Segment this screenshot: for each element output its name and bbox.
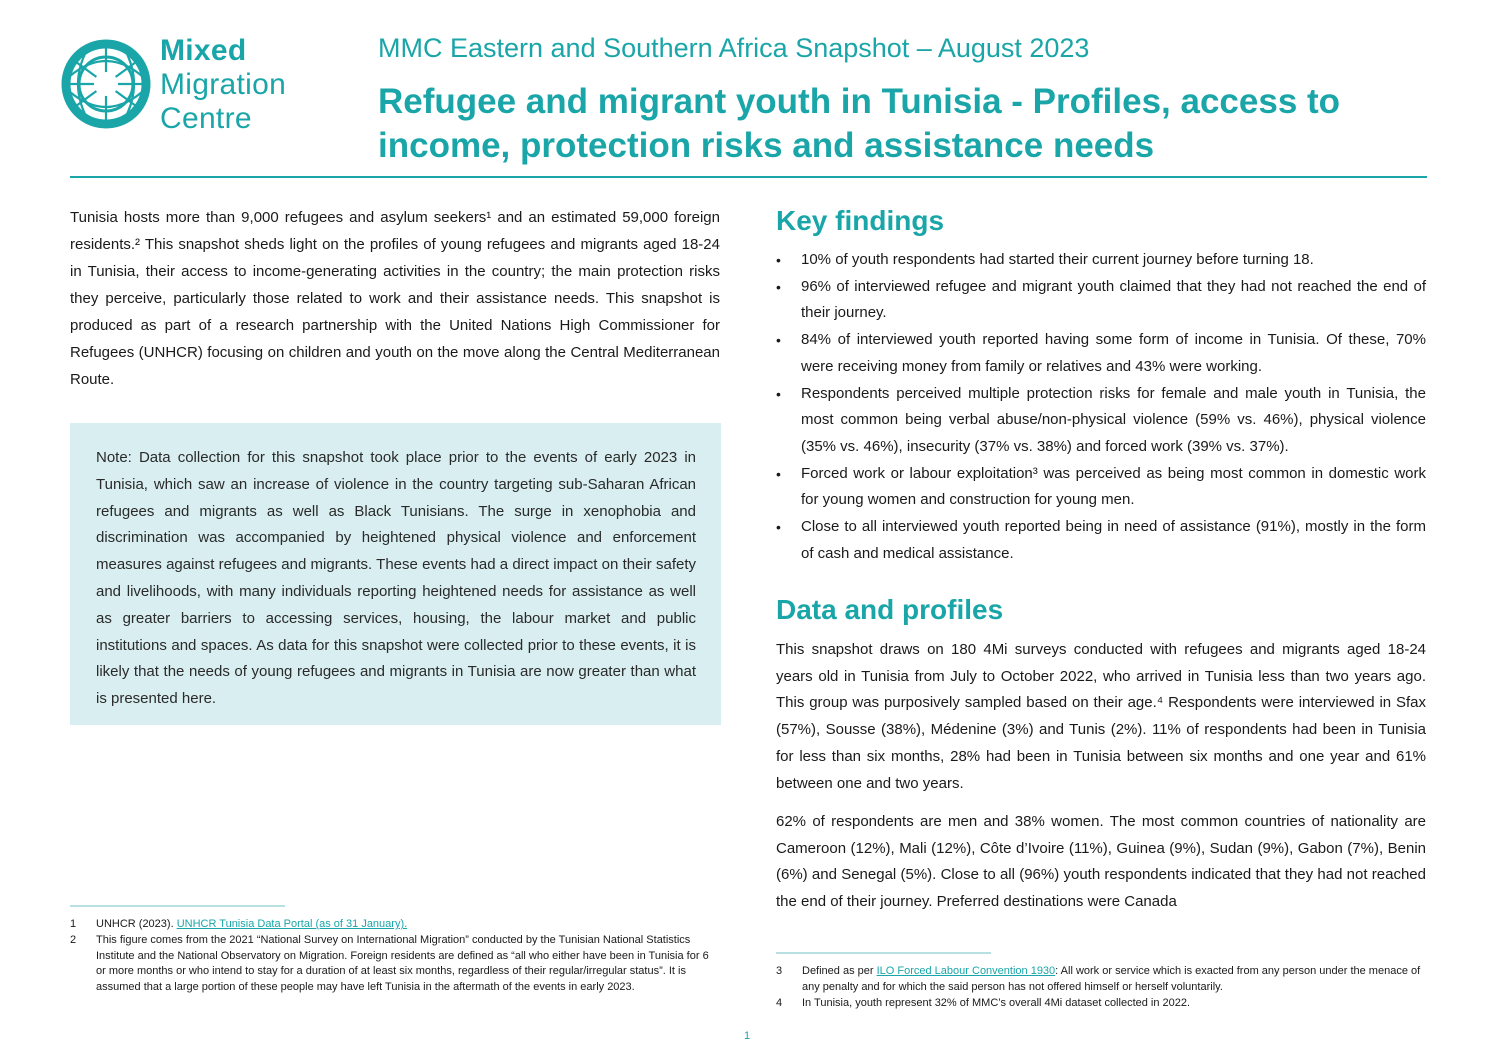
data-profiles-paragraph-2: 62% of respondents are men and 38% women. The most common countries of nationality are Cameroon (12%), Mali (12%), Côte d’Ivoire (11%), Guinea (9%), Sudan (9%), Gabon (7%), Benin (6%) and Senegal (5%). Close to all (96%) youth respondents indicated that they had not reached the end of their journey. Preferred destinations were Canada bbox=[776, 813, 1426, 911]
list-item: • 10% of youth respondents had started their current journey before turning 18. bbox=[776, 247, 1426, 274]
key-findings-heading: Key findings bbox=[776, 205, 945, 236]
data-profiles-heading: Data and profiles bbox=[776, 594, 1004, 625]
logo-line-centre: Centre bbox=[160, 102, 252, 135]
footnote-4 bbox=[776, 996, 1426, 1014]
data-profiles-paragraph-1: This snapshot draws on 180 4Mi surveys conducted with refugees and migrants aged 18-24 years old in Tunisia from July to October 2022, who arrived in Tunisia less than two years ago. This group was purposively sampled based on their age.⁴ Respondents were interviewed in Sfax (57%), Sousse (38%), Médenine (3%) and Tunis (2%). 11% of respondents had been in Tunisia for less than six months, 28% had been in Tunisia between six months and one year and 61% between one and two years. bbox=[776, 641, 1426, 792]
unhcr-data-portal-link[interactable]: UNHCR Tunisia Data Portal (as of 31 January). bbox=[176, 918, 408, 930]
footnote-divider-right bbox=[776, 952, 991, 954]
footnote-divider-left bbox=[70, 905, 285, 907]
logo-line-mixed: Mixed bbox=[160, 34, 247, 67]
footnote-number: 1 bbox=[70, 918, 77, 930]
note-text: Note: Data collection for this snapshot took place prior to the events of early 2023 in Tunisia, which saw an increase of violence in the country targeting sub-Saharan African refugees and migrants as well as Black Tunisians. The surge in xenophobia and discrimination was accompanied by heightened physical violence and enforcement measures against refugees and migrants. These events had a direct impact on their safety and livelihoods, with many individuals reporting heightened needs for assistance as well as greater barriers to accessing services, housing, the labour market and public institutions and spaces. As data for this snapshot were collected prior to these events, it is likely that the needs of young refugees and migrants in Tunisia are now greater than what is presented here. bbox=[96, 449, 696, 708]
key-findings-list bbox=[776, 247, 1426, 567]
intro-paragraph: Tunisia hosts more than 9,000 refugees and asylum seekers¹ and an estimated 59,000 foreign residents.² This snapshot sheds light on the profiles of young refugees and migrants aged 18-24 in Tunisia, their access to income-generating activities in the country; the main protection risks they perceive, particularly those related to work and their assistance needs. This snapshot is produced as part of a research partnership with the United Nations High Commissioner for Refugees (UNHCR) focusing on children and youth on the move along the Central Mediterranean Route. bbox=[70, 209, 720, 388]
footnote-body: This figure comes from the 2021 “National Survey on International Migration” conducted by the Tunisian National Statistics Institute and the National Observatory on Migration. Foreign residents are defined as “all who either have been in Tunisia for 6 or more months or who intend to stay for a duration of at least six months, regardless of their regular/irregular status”. It is assumed that a large portion of these people may have left Tunisia in the aftermath of the events in early 2023. bbox=[96, 934, 709, 993]
footnote-number: 2 bbox=[70, 934, 77, 946]
footnote-2 bbox=[70, 933, 720, 1013]
page-title: Refugee and migrant youth in Tunisia - Profiles, access to income, protection risks and assistance needs bbox=[378, 82, 1341, 165]
footnote-body: In Tunisia, youth represent 32% of MMC’s overall 4Mi dataset collected in 2022. bbox=[802, 997, 1191, 1009]
footnote-body: UNHCR (2023). UNHCR Tunisia Data Portal (as of 31 January). bbox=[96, 918, 408, 930]
list-item: • 84% of interviewed youth reported having some form of income in Tunisia. Of these, 70% were receiving money from family or relatives and 43% were working. bbox=[776, 327, 1426, 380]
list-item: • Close to all interviewed youth reported being in need of assistance (91%), mostly in the form of cash and medical assistance. bbox=[776, 514, 1426, 567]
list-item: • 96% of interviewed refugee and migrant youth claimed that they had not reached the end of their journey. bbox=[776, 274, 1426, 327]
list-item: • Respondents perceived multiple protection risks for female and male youth in Tunisia, the most common being verbal abuse/non-physical violence (59% vs. 46%), physical violence (35% vs. 46%), insecurity (37% vs. 38%) and forced work (39% vs. 37%). bbox=[776, 381, 1426, 461]
mmc-logo bbox=[58, 30, 308, 140]
logo-line-migration: Migration bbox=[160, 68, 287, 101]
note-box bbox=[70, 423, 721, 725]
ilo-convention-link[interactable]: ILO Forced Labour Convention 1930 bbox=[876, 965, 1056, 977]
header-divider bbox=[70, 176, 1427, 178]
footnote-3 bbox=[776, 964, 1426, 998]
footnote-number: 3 bbox=[776, 965, 783, 977]
mmc-logo-icon bbox=[58, 36, 154, 132]
series-title: MMC Eastern and Southern Africa Snapshot – August 2023 bbox=[378, 33, 1090, 63]
footnote-number: 4 bbox=[776, 997, 783, 1009]
footnote-body: Defined as per ILO Forced Labour Convention 1930: All work or service which is exacted from any person under the menace of any penalty and for which the said person has not offered himself or herself voluntarily. bbox=[802, 965, 1421, 993]
page-number: 1 bbox=[744, 1030, 751, 1042]
list-item: • Forced work or labour exploitation³ was perceived as being most common in domestic work for young women and construction for young men. bbox=[776, 461, 1426, 514]
